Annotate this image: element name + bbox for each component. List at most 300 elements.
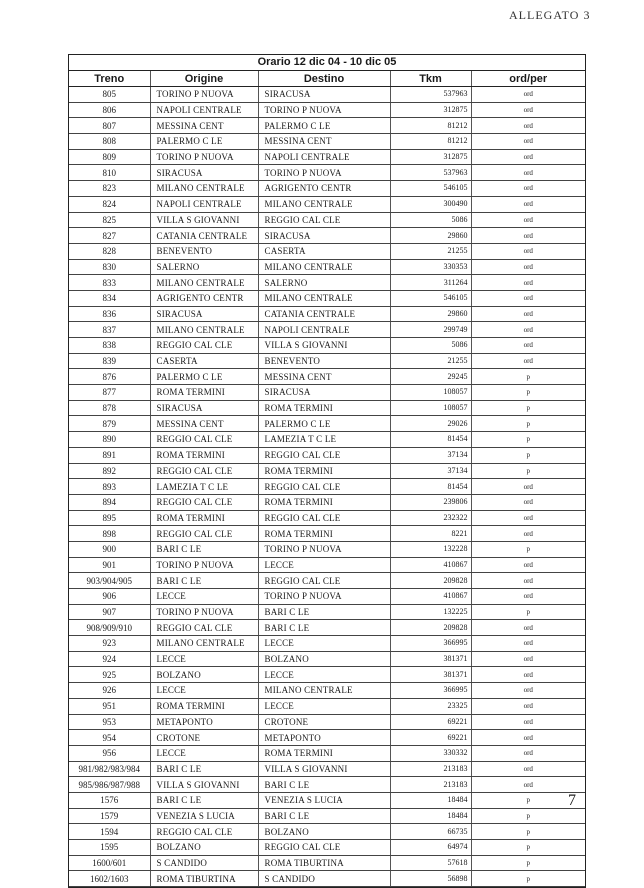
cell-destino: CROTONE bbox=[258, 714, 390, 730]
cell-origine: BARI C LE bbox=[150, 761, 258, 777]
cell-tkm: 366995 bbox=[390, 636, 471, 652]
cell-destino: ROMA TIBURTINA bbox=[258, 855, 390, 871]
cell-treno: 1602/1603 bbox=[69, 871, 150, 887]
cell-treno: 838 bbox=[69, 338, 150, 354]
table-row bbox=[69, 228, 585, 244]
cell-destino: MILANO CENTRALE bbox=[258, 683, 390, 699]
cell-destino: BARI C LE bbox=[258, 777, 390, 793]
cell-treno: 954 bbox=[69, 730, 150, 746]
header-treno: Treno bbox=[69, 71, 150, 87]
cell-tkm: 81212 bbox=[390, 134, 471, 150]
table-row bbox=[69, 102, 585, 118]
cell-treno: 903/904/905 bbox=[69, 573, 150, 589]
table-body bbox=[69, 87, 585, 887]
cell-origine: SALERNO bbox=[150, 259, 258, 275]
cell-ordper: ord bbox=[471, 165, 585, 181]
cell-tkm: 81454 bbox=[390, 432, 471, 448]
table-row bbox=[69, 290, 585, 306]
cell-origine: VENEZIA S LUCIA bbox=[150, 808, 258, 824]
header-ordper: ord/per bbox=[471, 71, 585, 87]
table-row bbox=[69, 447, 585, 463]
cell-tkm: 410867 bbox=[390, 589, 471, 605]
train-table bbox=[69, 71, 585, 887]
table-row bbox=[69, 541, 585, 557]
cell-ordper: ord bbox=[471, 745, 585, 761]
table-row bbox=[69, 432, 585, 448]
cell-tkm: 57618 bbox=[390, 855, 471, 871]
cell-ordper: ord bbox=[471, 620, 585, 636]
cell-ordper: ord bbox=[471, 730, 585, 746]
cell-destino: REGGIO CAL CLE bbox=[258, 510, 390, 526]
cell-origine: BARI C LE bbox=[150, 573, 258, 589]
cell-treno: 890 bbox=[69, 432, 150, 448]
cell-tkm: 37134 bbox=[390, 463, 471, 479]
table-row bbox=[69, 683, 585, 699]
cell-origine: TORINO P NUOVA bbox=[150, 149, 258, 165]
cell-treno: 876 bbox=[69, 369, 150, 385]
cell-tkm: 8221 bbox=[390, 526, 471, 542]
cell-destino: REGGIO CAL CLE bbox=[258, 573, 390, 589]
cell-destino: MESSINA CENT bbox=[258, 134, 390, 150]
cell-origine: MILANO CENTRALE bbox=[150, 181, 258, 197]
table-row bbox=[69, 620, 585, 636]
cell-treno: 810 bbox=[69, 165, 150, 181]
cell-treno: 1600/601 bbox=[69, 855, 150, 871]
cell-tkm: 108057 bbox=[390, 385, 471, 401]
cell-tkm: 209828 bbox=[390, 573, 471, 589]
cell-destino: MILANO CENTRALE bbox=[258, 290, 390, 306]
cell-destino: BARI C LE bbox=[258, 808, 390, 824]
cell-tkm: 69221 bbox=[390, 714, 471, 730]
cell-treno: 985/986/987/988 bbox=[69, 777, 150, 793]
cell-ordper: ord bbox=[471, 290, 585, 306]
cell-ordper: ord bbox=[471, 714, 585, 730]
cell-treno: 1594 bbox=[69, 824, 150, 840]
cell-origine: REGGIO CAL CLE bbox=[150, 432, 258, 448]
table-row bbox=[69, 165, 585, 181]
cell-origine: REGGIO CAL CLE bbox=[150, 494, 258, 510]
cell-destino: PALERMO C LE bbox=[258, 416, 390, 432]
cell-origine: REGGIO CAL CLE bbox=[150, 463, 258, 479]
cell-destino: LECCE bbox=[258, 698, 390, 714]
cell-destino: MILANO CENTRALE bbox=[258, 259, 390, 275]
cell-ordper: p bbox=[471, 871, 585, 887]
table-row bbox=[69, 118, 585, 134]
cell-destino: ROMA TERMINI bbox=[258, 400, 390, 416]
cell-treno: 906 bbox=[69, 589, 150, 605]
table-row bbox=[69, 416, 585, 432]
table-row bbox=[69, 322, 585, 338]
cell-tkm: 381371 bbox=[390, 667, 471, 683]
cell-treno: 895 bbox=[69, 510, 150, 526]
cell-ordper: ord bbox=[471, 275, 585, 291]
cell-origine: ROMA TIBURTINA bbox=[150, 871, 258, 887]
cell-ordper: p bbox=[471, 369, 585, 385]
table-row bbox=[69, 589, 585, 605]
cell-ordper: ord bbox=[471, 149, 585, 165]
cell-origine: LAMEZIA T C LE bbox=[150, 479, 258, 495]
cell-origine: LECCE bbox=[150, 651, 258, 667]
cell-destino: BARI C LE bbox=[258, 620, 390, 636]
header-destino: Destino bbox=[258, 71, 390, 87]
cell-destino: CATANIA CENTRALE bbox=[258, 306, 390, 322]
cell-destino: SIRACUSA bbox=[258, 87, 390, 103]
cell-ordper: ord bbox=[471, 306, 585, 322]
cell-tkm: 213183 bbox=[390, 761, 471, 777]
cell-origine: REGGIO CAL CLE bbox=[150, 526, 258, 542]
cell-ordper: p bbox=[471, 400, 585, 416]
cell-destino: NAPOLI CENTRALE bbox=[258, 322, 390, 338]
cell-tkm: 64974 bbox=[390, 840, 471, 856]
cell-destino: BOLZANO bbox=[258, 651, 390, 667]
cell-treno: 837 bbox=[69, 322, 150, 338]
cell-tkm: 29860 bbox=[390, 306, 471, 322]
cell-origine: REGGIO CAL CLE bbox=[150, 824, 258, 840]
cell-destino: SIRACUSA bbox=[258, 385, 390, 401]
cell-destino: CASERTA bbox=[258, 243, 390, 259]
cell-ordper: ord bbox=[471, 636, 585, 652]
table-row bbox=[69, 698, 585, 714]
cell-destino: LECCE bbox=[258, 636, 390, 652]
cell-ordper: p bbox=[471, 792, 585, 808]
cell-tkm: 312875 bbox=[390, 102, 471, 118]
table-row bbox=[69, 463, 585, 479]
cell-ordper: ord bbox=[471, 667, 585, 683]
cell-ordper: ord bbox=[471, 510, 585, 526]
cell-ordper: ord bbox=[471, 259, 585, 275]
table-row bbox=[69, 557, 585, 573]
cell-ordper: ord bbox=[471, 181, 585, 197]
page-number: 7 bbox=[568, 792, 576, 809]
cell-ordper: ord bbox=[471, 102, 585, 118]
cell-origine: ROMA TERMINI bbox=[150, 510, 258, 526]
cell-destino: LECCE bbox=[258, 667, 390, 683]
cell-ordper: ord bbox=[471, 134, 585, 150]
cell-ordper: ord bbox=[471, 353, 585, 369]
cell-destino: VENEZIA S LUCIA bbox=[258, 792, 390, 808]
cell-treno: 827 bbox=[69, 228, 150, 244]
table-row bbox=[69, 338, 585, 354]
cell-tkm: 29860 bbox=[390, 228, 471, 244]
cell-treno: 809 bbox=[69, 149, 150, 165]
cell-tkm: 5086 bbox=[390, 338, 471, 354]
table-row bbox=[69, 149, 585, 165]
cell-tkm: 5086 bbox=[390, 212, 471, 228]
header-origine: Origine bbox=[150, 71, 258, 87]
cell-origine: LECCE bbox=[150, 589, 258, 605]
cell-origine: TORINO P NUOVA bbox=[150, 87, 258, 103]
cell-origine: VILLA S GIOVANNI bbox=[150, 212, 258, 228]
table-row bbox=[69, 87, 585, 103]
table-row bbox=[69, 494, 585, 510]
cell-treno: 834 bbox=[69, 290, 150, 306]
cell-tkm: 330332 bbox=[390, 745, 471, 761]
cell-origine: BENEVENTO bbox=[150, 243, 258, 259]
cell-origine: MESSINA CENT bbox=[150, 416, 258, 432]
cell-destino: LECCE bbox=[258, 557, 390, 573]
cell-tkm: 312875 bbox=[390, 149, 471, 165]
cell-destino: SIRACUSA bbox=[258, 228, 390, 244]
cell-tkm: 239806 bbox=[390, 494, 471, 510]
cell-tkm: 21255 bbox=[390, 243, 471, 259]
cell-tkm: 300490 bbox=[390, 196, 471, 212]
cell-tkm: 209828 bbox=[390, 620, 471, 636]
cell-origine: BOLZANO bbox=[150, 840, 258, 856]
cell-treno: 926 bbox=[69, 683, 150, 699]
cell-treno: 878 bbox=[69, 400, 150, 416]
header-tkm: Tkm bbox=[390, 71, 471, 87]
cell-tkm: 537963 bbox=[390, 87, 471, 103]
cell-tkm: 21255 bbox=[390, 353, 471, 369]
cell-ordper: p bbox=[471, 463, 585, 479]
cell-treno: 925 bbox=[69, 667, 150, 683]
cell-ordper: ord bbox=[471, 479, 585, 495]
table-row bbox=[69, 667, 585, 683]
cell-tkm: 132225 bbox=[390, 604, 471, 620]
cell-destino: BENEVENTO bbox=[258, 353, 390, 369]
timetable-table bbox=[68, 54, 586, 888]
cell-treno: 891 bbox=[69, 447, 150, 463]
cell-origine: LECCE bbox=[150, 683, 258, 699]
cell-origine: BARI C LE bbox=[150, 792, 258, 808]
cell-tkm: 66735 bbox=[390, 824, 471, 840]
cell-treno: 894 bbox=[69, 494, 150, 510]
cell-destino: S CANDIDO bbox=[258, 871, 390, 887]
cell-ordper: ord bbox=[471, 322, 585, 338]
table-row bbox=[69, 259, 585, 275]
cell-tkm: 381371 bbox=[390, 651, 471, 667]
cell-tkm: 366995 bbox=[390, 683, 471, 699]
cell-ordper: p bbox=[471, 604, 585, 620]
cell-tkm: 23325 bbox=[390, 698, 471, 714]
cell-ordper: ord bbox=[471, 651, 585, 667]
table-row bbox=[69, 573, 585, 589]
cell-ordper: p bbox=[471, 541, 585, 557]
cell-tkm: 81454 bbox=[390, 479, 471, 495]
cell-tkm: 330353 bbox=[390, 259, 471, 275]
cell-origine: AGRIGENTO CENTR bbox=[150, 290, 258, 306]
table-row bbox=[69, 777, 585, 793]
cell-treno: 839 bbox=[69, 353, 150, 369]
cell-ordper: ord bbox=[471, 557, 585, 573]
cell-origine: SIRACUSA bbox=[150, 400, 258, 416]
cell-destino: VILLA S GIOVANNI bbox=[258, 338, 390, 354]
cell-origine: NAPOLI CENTRALE bbox=[150, 102, 258, 118]
cell-tkm: 56898 bbox=[390, 871, 471, 887]
cell-treno: 898 bbox=[69, 526, 150, 542]
cell-treno: 877 bbox=[69, 385, 150, 401]
cell-treno: 907 bbox=[69, 604, 150, 620]
cell-origine: PALERMO C LE bbox=[150, 134, 258, 150]
table-row bbox=[69, 808, 585, 824]
cell-origine: MESSINA CENT bbox=[150, 118, 258, 134]
table-row bbox=[69, 714, 585, 730]
cell-treno: 836 bbox=[69, 306, 150, 322]
cell-treno: 806 bbox=[69, 102, 150, 118]
cell-destino: MESSINA CENT bbox=[258, 369, 390, 385]
cell-destino: REGGIO CAL CLE bbox=[258, 840, 390, 856]
cell-tkm: 29026 bbox=[390, 416, 471, 432]
cell-origine: ROMA TERMINI bbox=[150, 698, 258, 714]
cell-ordper: p bbox=[471, 855, 585, 871]
cell-origine: MILANO CENTRALE bbox=[150, 322, 258, 338]
table-row bbox=[69, 824, 585, 840]
cell-treno: 830 bbox=[69, 259, 150, 275]
cell-tkm: 546105 bbox=[390, 181, 471, 197]
table-row bbox=[69, 306, 585, 322]
table-row bbox=[69, 651, 585, 667]
cell-treno: 924 bbox=[69, 651, 150, 667]
cell-origine: VILLA S GIOVANNI bbox=[150, 777, 258, 793]
cell-origine: SIRACUSA bbox=[150, 306, 258, 322]
cell-treno: 823 bbox=[69, 181, 150, 197]
cell-treno: 808 bbox=[69, 134, 150, 150]
cell-treno: 825 bbox=[69, 212, 150, 228]
cell-tkm: 81212 bbox=[390, 118, 471, 134]
table-row bbox=[69, 510, 585, 526]
cell-treno: 901 bbox=[69, 557, 150, 573]
table-row bbox=[69, 636, 585, 652]
cell-origine: BARI C LE bbox=[150, 541, 258, 557]
cell-ordper: p bbox=[471, 447, 585, 463]
cell-origine: CATANIA CENTRALE bbox=[150, 228, 258, 244]
cell-treno: 879 bbox=[69, 416, 150, 432]
table-row bbox=[69, 400, 585, 416]
attachment-label: ALLEGATO 3 bbox=[509, 8, 591, 22]
cell-ordper: p bbox=[471, 416, 585, 432]
table-row bbox=[69, 134, 585, 150]
cell-tkm: 232322 bbox=[390, 510, 471, 526]
table-row bbox=[69, 369, 585, 385]
cell-treno: 833 bbox=[69, 275, 150, 291]
cell-ordper: ord bbox=[471, 87, 585, 103]
cell-ordper: ord bbox=[471, 526, 585, 542]
cell-treno: 1595 bbox=[69, 840, 150, 856]
cell-tkm: 213183 bbox=[390, 777, 471, 793]
table-row bbox=[69, 855, 585, 871]
cell-ordper: ord bbox=[471, 589, 585, 605]
cell-tkm: 546105 bbox=[390, 290, 471, 306]
cell-ordper: ord bbox=[471, 777, 585, 793]
cell-destino: REGGIO CAL CLE bbox=[258, 479, 390, 495]
table-row bbox=[69, 181, 585, 197]
cell-origine: MILANO CENTRALE bbox=[150, 275, 258, 291]
cell-tkm: 132228 bbox=[390, 541, 471, 557]
cell-ordper: ord bbox=[471, 761, 585, 777]
cell-ordper: ord bbox=[471, 698, 585, 714]
table-row bbox=[69, 385, 585, 401]
table-row bbox=[69, 761, 585, 777]
cell-origine: MILANO CENTRALE bbox=[150, 636, 258, 652]
cell-treno: 923 bbox=[69, 636, 150, 652]
cell-origine: METAPONTO bbox=[150, 714, 258, 730]
cell-destino: ROMA TERMINI bbox=[258, 494, 390, 510]
table-row bbox=[69, 212, 585, 228]
table-row bbox=[69, 604, 585, 620]
cell-ordper: ord bbox=[471, 118, 585, 134]
cell-destino: METAPONTO bbox=[258, 730, 390, 746]
cell-treno: 951 bbox=[69, 698, 150, 714]
cell-destino: AGRIGENTO CENTR bbox=[258, 181, 390, 197]
table-row bbox=[69, 479, 585, 495]
cell-origine: TORINO P NUOVA bbox=[150, 604, 258, 620]
cell-ordper: ord bbox=[471, 338, 585, 354]
cell-origine: LECCE bbox=[150, 745, 258, 761]
cell-ordper: ord bbox=[471, 228, 585, 244]
cell-destino: BARI C LE bbox=[258, 604, 390, 620]
cell-ordper: ord bbox=[471, 573, 585, 589]
cell-tkm: 299749 bbox=[390, 322, 471, 338]
cell-treno: 828 bbox=[69, 243, 150, 259]
cell-origine: CASERTA bbox=[150, 353, 258, 369]
table-row bbox=[69, 871, 585, 887]
cell-origine: PALERMO C LE bbox=[150, 369, 258, 385]
cell-origine: ROMA TERMINI bbox=[150, 385, 258, 401]
cell-treno: 807 bbox=[69, 118, 150, 134]
cell-origine: SIRACUSA bbox=[150, 165, 258, 181]
cell-destino: NAPOLI CENTRALE bbox=[258, 149, 390, 165]
cell-tkm: 311264 bbox=[390, 275, 471, 291]
cell-origine: CROTONE bbox=[150, 730, 258, 746]
cell-treno: 805 bbox=[69, 87, 150, 103]
cell-ordper: p bbox=[471, 808, 585, 824]
cell-tkm: 108057 bbox=[390, 400, 471, 416]
cell-ordper: ord bbox=[471, 683, 585, 699]
cell-treno: 900 bbox=[69, 541, 150, 557]
cell-ordper: ord bbox=[471, 196, 585, 212]
cell-treno: 956 bbox=[69, 745, 150, 761]
cell-tkm: 18484 bbox=[390, 792, 471, 808]
cell-ordper: ord bbox=[471, 212, 585, 228]
cell-destino: BOLZANO bbox=[258, 824, 390, 840]
timetable-period: Orario 12 dic 04 - 10 dic 05 bbox=[69, 55, 585, 71]
cell-destino: LAMEZIA T C LE bbox=[258, 432, 390, 448]
cell-ordper: p bbox=[471, 385, 585, 401]
cell-treno: 824 bbox=[69, 196, 150, 212]
cell-destino: PALERMO C LE bbox=[258, 118, 390, 134]
table-row bbox=[69, 353, 585, 369]
cell-destino: TORINO P NUOVA bbox=[258, 102, 390, 118]
table-row bbox=[69, 243, 585, 259]
cell-origine: BOLZANO bbox=[150, 667, 258, 683]
cell-destino: SALERNO bbox=[258, 275, 390, 291]
cell-origine: REGGIO CAL CLE bbox=[150, 338, 258, 354]
cell-tkm: 37134 bbox=[390, 447, 471, 463]
cell-ordper: p bbox=[471, 432, 585, 448]
cell-ordper: ord bbox=[471, 494, 585, 510]
cell-tkm: 29245 bbox=[390, 369, 471, 385]
cell-origine: NAPOLI CENTRALE bbox=[150, 196, 258, 212]
cell-destino: TORINO P NUOVA bbox=[258, 589, 390, 605]
cell-tkm: 410867 bbox=[390, 557, 471, 573]
cell-treno: 981/982/983/984 bbox=[69, 761, 150, 777]
table-row bbox=[69, 792, 585, 808]
cell-destino: ROMA TERMINI bbox=[258, 463, 390, 479]
cell-origine: S CANDIDO bbox=[150, 855, 258, 871]
table-row bbox=[69, 196, 585, 212]
cell-destino: REGGIO CAL CLE bbox=[258, 447, 390, 463]
cell-origine: REGGIO CAL CLE bbox=[150, 620, 258, 636]
cell-destino: TORINO P NUOVA bbox=[258, 541, 390, 557]
cell-destino: ROMA TERMINI bbox=[258, 745, 390, 761]
table-header-row bbox=[69, 71, 585, 87]
cell-treno: 908/909/910 bbox=[69, 620, 150, 636]
cell-ordper: ord bbox=[471, 243, 585, 259]
cell-destino: REGGIO CAL CLE bbox=[258, 212, 390, 228]
cell-tkm: 537963 bbox=[390, 165, 471, 181]
table-row bbox=[69, 526, 585, 542]
cell-treno: 892 bbox=[69, 463, 150, 479]
